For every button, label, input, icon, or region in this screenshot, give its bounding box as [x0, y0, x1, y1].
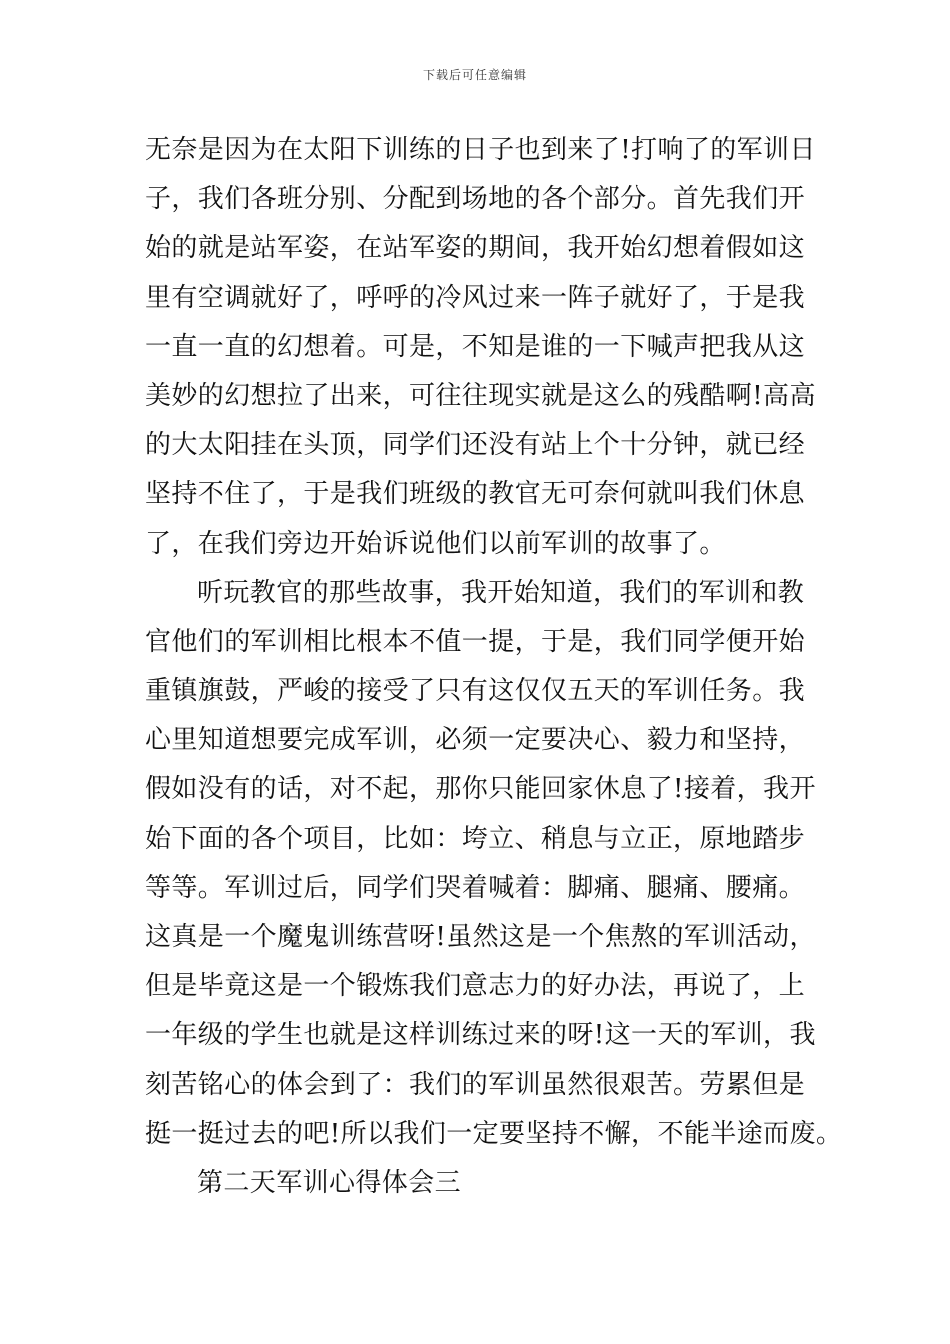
document-body [145, 126, 843, 1208]
text-line: 挺一挺过去的吧!所以我们一定要坚持不懈，不能半途而废。 [145, 1118, 843, 1149]
page-header: 下载后可任意编辑 [422, 68, 527, 82]
text-line: 官他们的军训相比根本不值一提，于是，我们同学便开始 [145, 626, 806, 657]
text-line: 等等。军训过后，同学们哭着喊着：脚痛、腿痛、腰痛。 [145, 872, 806, 903]
text-line: 始的就是站军姿，在站军姿的期间，我开始幻想着假如这 [145, 233, 806, 264]
text-line: 无奈是因为在太阳下训练的日子也到来了!打响了的军训日 [145, 135, 816, 165]
text-line: 重镇旗鼓，严峻的接受了只有这仅仅五天的军训任务。我 [145, 676, 806, 707]
text-line: 一年级的学生也就是这样训练过来的呀!这一天的军训，我 [145, 1020, 816, 1051]
section-heading: 第二天军训心得体会三 [197, 1167, 462, 1198]
text-line: 一直一直的幻想着。可是，不知是谁的一下喊声把我从这 [145, 331, 806, 362]
text-line: 听玩教官的那些故事，我开始知道，我们的军训和教 [197, 577, 805, 608]
text-line: 始下面的各个项目，比如：垮立、稍息与立正，原地踏步 [145, 823, 806, 854]
text-line: 心里知道想要完成军训，必须一定要决心、毅力和坚持， [145, 725, 806, 756]
text-line: 的大太阳挂在头顶，同学们还没有站上个十分钟，就已经 [145, 430, 806, 461]
text-line: 里有空调就好了，呼呼的冷风过来一阵子就好了，于是我 [145, 282, 806, 313]
text-line: 刻苦铭心的体会到了：我们的军训虽然很艰苦。劳累但是 [145, 1069, 806, 1100]
text-line: 美妙的幻想拉了出来，可往往现实就是这么的残酷啊!高高 [145, 380, 816, 411]
paragraph-1 [145, 126, 816, 569]
text-line: 假如没有的话，对不起，那你只能回家休息了!接着，我开 [145, 774, 816, 805]
text-line: 这真是一个魔鬼训练营呀!虽然这是一个焦熬的军训活动， [145, 922, 816, 952]
paragraph-2 [145, 569, 843, 1159]
text-line: 坚持不住了，于是我们班级的教官无可奈何就叫我们休息 [145, 479, 806, 510]
text-line: 但是毕竟这是一个锻炼我们意志力的好办法，再说了，上 [145, 971, 806, 1002]
text-line: 了，在我们旁边开始诉说他们以前军训的故事了。 [145, 528, 726, 559]
text-line: 子，我们各班分别、分配到场地的各个部分。首先我们开 [145, 184, 806, 215]
